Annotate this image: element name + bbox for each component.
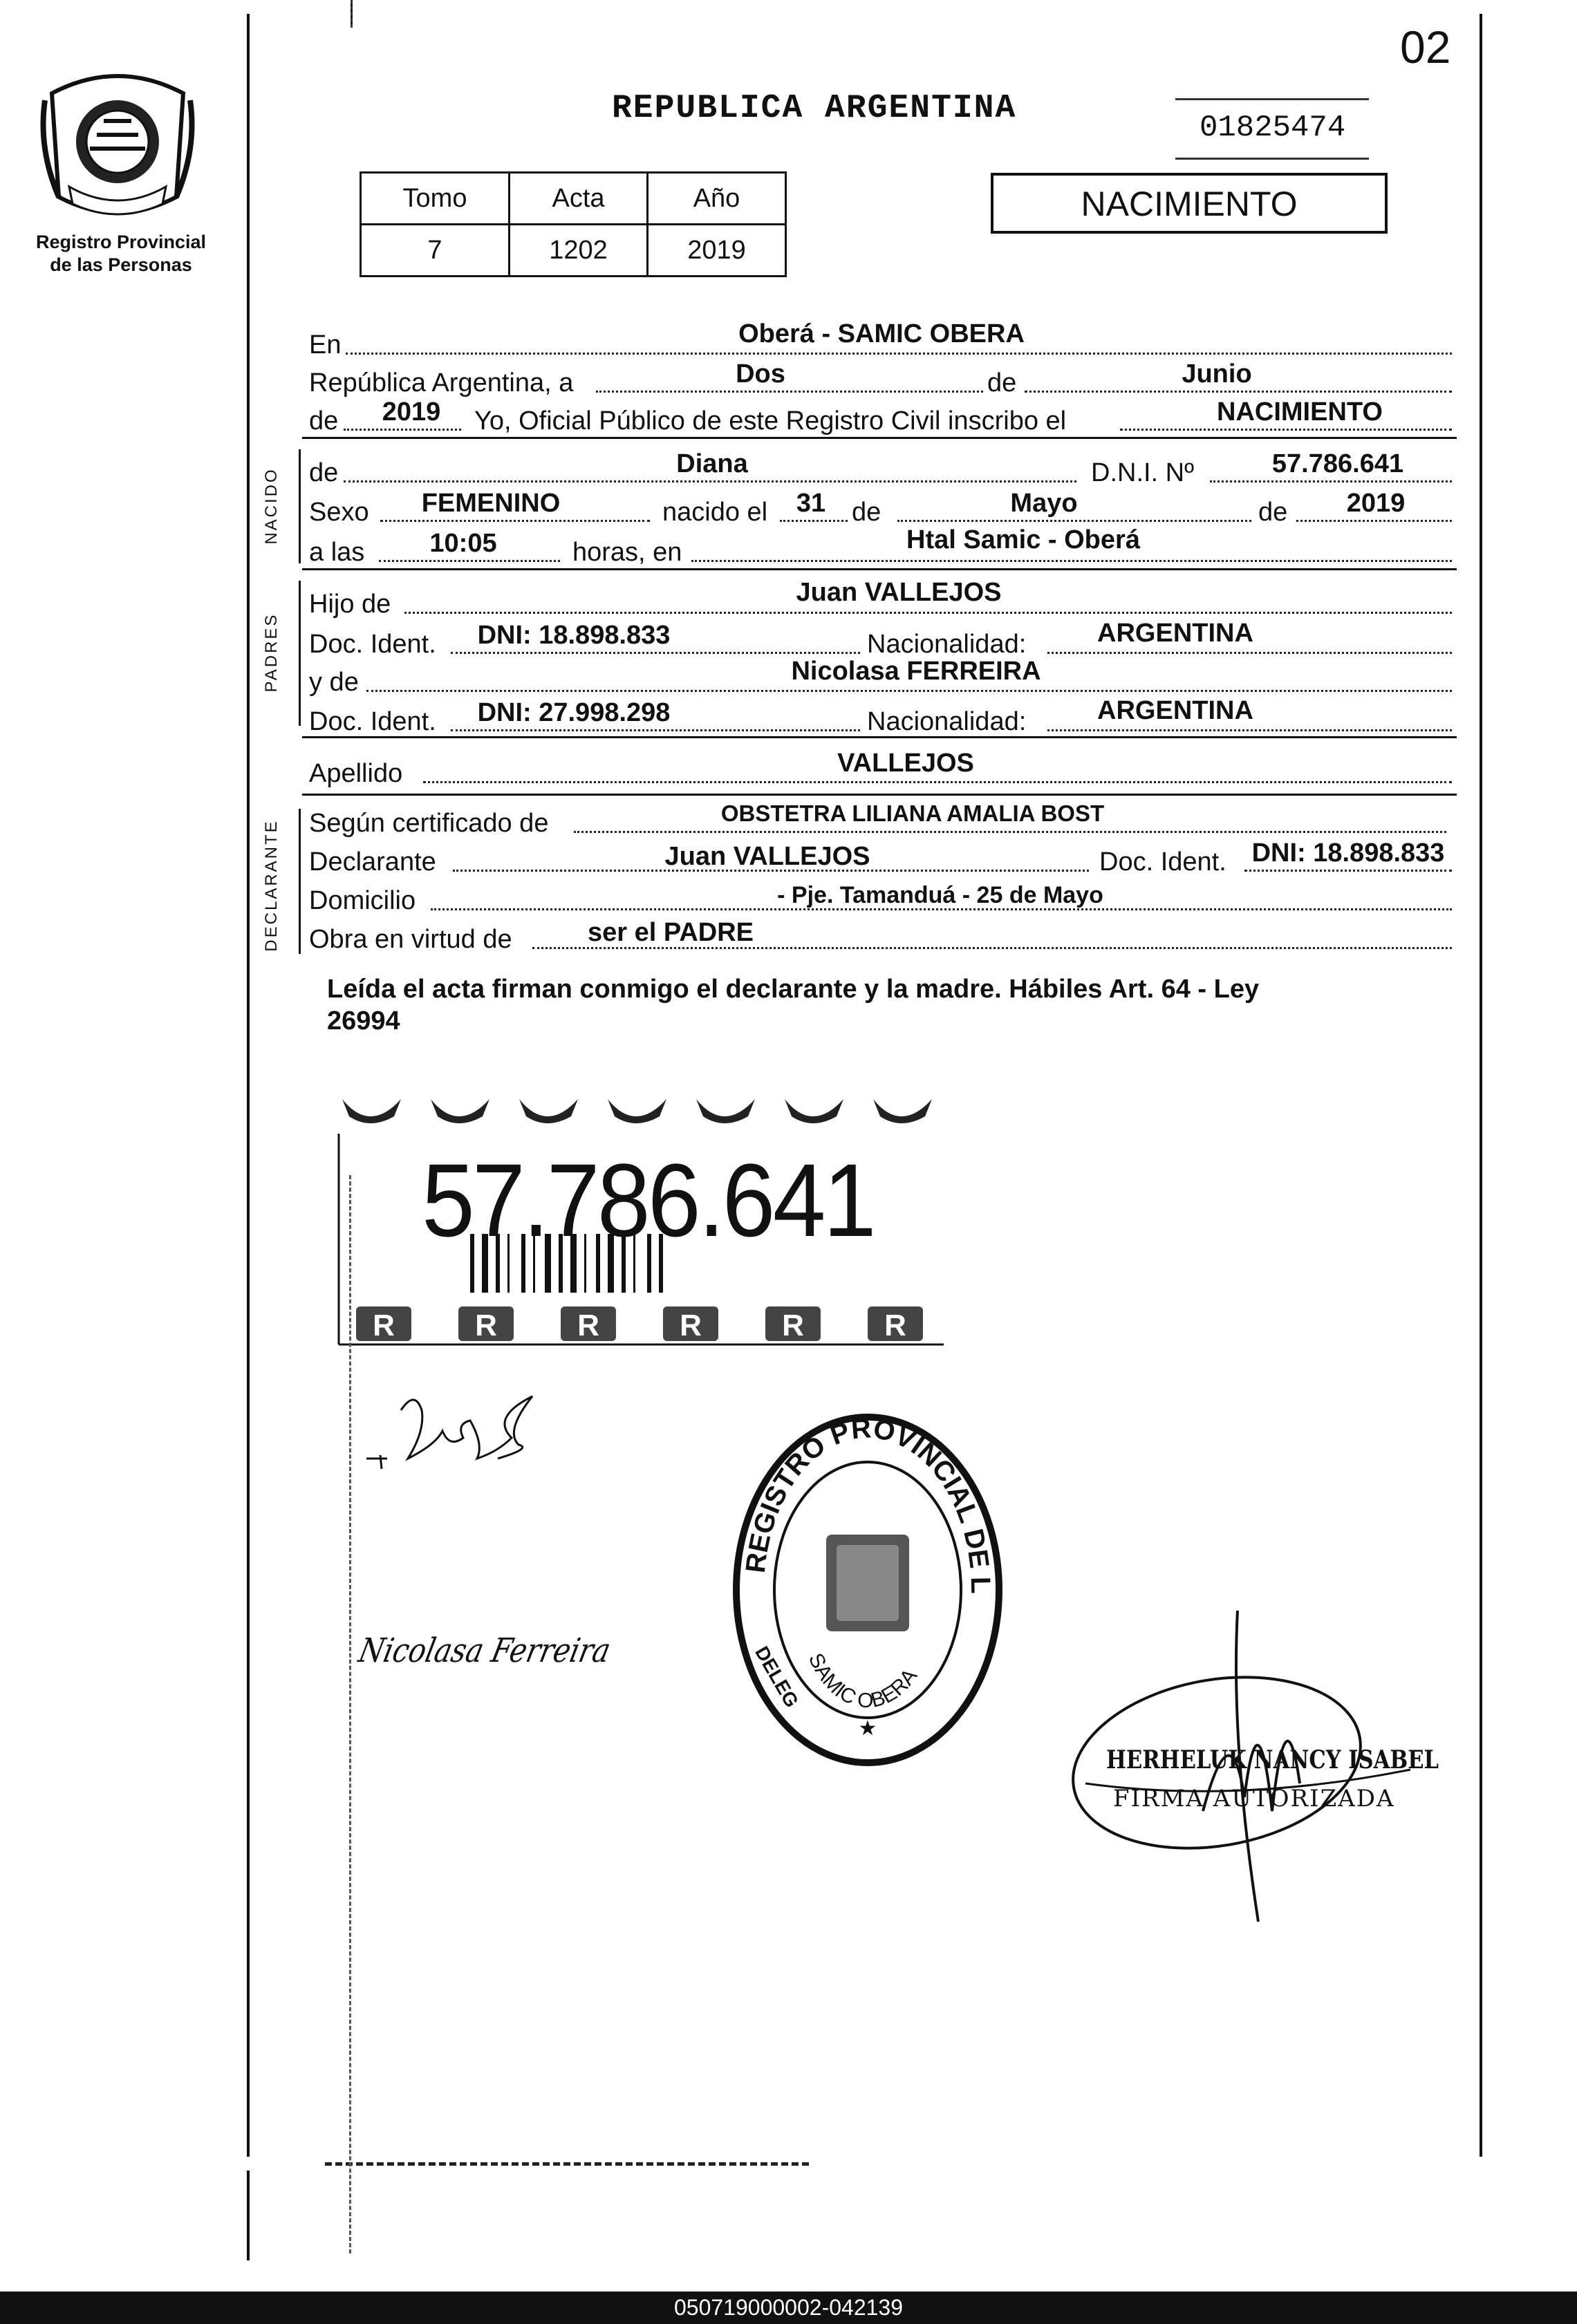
closing-text-line1: Leída el acta firman conmigo el declarante y la madre. Hábiles Art. 64 - Ley: [327, 975, 1260, 1004]
barcode-number: 57.786.641: [422, 1142, 874, 1258]
dotted-line: [1244, 870, 1452, 872]
mother-nationality-label: Nacionalidad:: [867, 707, 1027, 736]
dotted-line: [1120, 429, 1452, 431]
child-dni: 57.786.641: [1271, 449, 1404, 478]
registry-stamp: [722, 1403, 1013, 1770]
de-label: de: [987, 368, 1017, 397]
dotted-line: [451, 729, 860, 731]
nacido-el-label: nacido el: [662, 498, 768, 527]
father-signature: [360, 1383, 553, 1479]
birth-de-label: de: [852, 498, 881, 527]
dotted-line: [780, 520, 848, 522]
mother-doc: DNI: 27.998.298: [477, 698, 671, 727]
tomo-header: Tomo: [361, 173, 510, 225]
label-pattern-letter: R: [577, 1309, 599, 1342]
yo-oficial-label: Yo, Oficial Público de este Registro Civil inscribo el: [474, 406, 1067, 435]
dotted-line: [574, 831, 1446, 833]
registration-day: Dos: [736, 359, 785, 388]
separator: [302, 568, 1457, 570]
separator: [302, 794, 1457, 796]
footer-code: 050719000002-042139: [674, 2295, 903, 2320]
sexo-label: Sexo: [309, 498, 369, 527]
surname: VALLEJOS: [837, 749, 974, 778]
domicilio-label: Domicilio: [309, 886, 416, 915]
declarant-doc: DNI: 18.898.833: [1251, 838, 1445, 868]
declarante-section-label: DECLARANTE: [262, 819, 281, 952]
dotted-line: [1296, 520, 1452, 522]
label-wave-mark: [519, 1099, 578, 1123]
dotted-line: [532, 947, 1452, 949]
declarant-name: Juan VALLEJOS: [664, 842, 870, 871]
registration-year: 2019: [382, 397, 441, 427]
birth-month: Mayo: [1010, 489, 1078, 518]
label-pattern-letter: R: [373, 1309, 395, 1342]
apellido-label: Apellido: [309, 759, 403, 788]
dotted-line: [346, 353, 1452, 355]
registry-place: Oberá - SAMIC OBERA: [738, 319, 1025, 348]
certificado-label: Según certificado de: [309, 809, 549, 838]
declarante-label: Declarante: [309, 847, 436, 877]
dotted-line: [1210, 480, 1452, 482]
mother-signature: Nicolasa Ferreira: [355, 1631, 614, 1670]
nacido-section-label: NACIDO: [262, 467, 281, 545]
padres-section-label: PADRES: [262, 612, 281, 693]
dotted-line: [596, 391, 983, 393]
label-wave-mark: [431, 1099, 489, 1123]
dotted-line: [423, 781, 1452, 783]
registry-name-line2: de las Personas: [50, 254, 192, 275]
label-pattern-letter: R: [475, 1309, 497, 1342]
section-bracket: [299, 581, 301, 726]
label-wave-mark: [342, 1099, 401, 1123]
tomo-value: 7: [361, 225, 510, 277]
mother-nationality: ARGENTINA: [1097, 696, 1253, 725]
right-margin-line: [1480, 14, 1482, 2157]
stamp-bottom-text: DELEG: [751, 1642, 803, 1712]
horas-en-label: horas, en: [572, 538, 682, 567]
label-pattern-letter: R: [680, 1309, 702, 1342]
separator: [302, 437, 1457, 439]
birth-day: 31: [796, 489, 826, 518]
anio-header: Año: [648, 173, 786, 225]
mother-doc-label: Doc. Ident.: [309, 707, 436, 736]
serial-number-text: 01825474: [1200, 111, 1346, 145]
child-de-label: de: [309, 458, 339, 487]
scan-dash-bottom: [247, 2171, 250, 2260]
closing-text-line2: 26994: [327, 1006, 400, 1036]
label-wave-mark: [696, 1099, 755, 1123]
dotted-line: [344, 429, 461, 431]
left-margin-line: [247, 14, 250, 2157]
barcode-label: [335, 1092, 944, 1348]
father-name: Juan VALLEJOS: [796, 578, 1002, 607]
dotted-line: [344, 480, 1076, 482]
y-de-label: y de: [309, 668, 359, 697]
page-number: 02: [1400, 21, 1451, 73]
dotted-line: [379, 560, 560, 562]
dotted-line: [431, 908, 1452, 910]
scan-mark: [325, 2162, 809, 2166]
label-pattern-letter: R: [884, 1309, 906, 1342]
label-pattern-letter: R: [782, 1309, 804, 1342]
address: - Pje. Tamanduá - 25 de Mayo: [777, 882, 1103, 908]
hijo-de-label: Hijo de: [309, 590, 391, 619]
anio-value: 2019: [648, 225, 786, 277]
acta-value: 1202: [510, 225, 648, 277]
section-bracket: [299, 449, 301, 563]
svg-text:★: ★: [858, 1717, 877, 1740]
father-nationality-label: Nacionalidad:: [867, 630, 1027, 659]
a-las-label: a las: [309, 538, 365, 567]
dni-label: D.N.I. Nº: [1091, 458, 1194, 487]
capacity: ser el PADRE: [587, 918, 754, 947]
dotted-line: [1047, 652, 1452, 654]
dotted-line: [1025, 391, 1452, 393]
dotted-line: [1047, 729, 1452, 731]
stamp-inner-text: SAMIC OBERA: [803, 1649, 922, 1713]
dotted-line: [404, 612, 1452, 614]
label-wave-mark: [873, 1099, 932, 1123]
dotted-line: [897, 520, 1251, 522]
registry-name-line1: Registro Provincial: [35, 232, 207, 252]
document-title: REPUBLICA ARGENTINA: [612, 90, 1017, 127]
father-nationality: ARGENTINA: [1097, 619, 1253, 648]
dashed-guide: [351, 0, 353, 28]
de-label-2: de: [309, 406, 339, 435]
father-doc: DNI: 18.898.833: [477, 621, 671, 650]
declarant-doc-label: Doc. Ident.: [1099, 847, 1226, 877]
obra-label: Obra en virtud de: [309, 925, 512, 954]
scan-dash-left: [349, 1175, 351, 2253]
registration-month: Junio: [1182, 359, 1252, 388]
birth-place: Htal Samic - Oberá: [906, 525, 1140, 554]
serial-number: [1175, 90, 1376, 166]
svg-text:SAMIC OBERA: [804, 1650, 922, 1713]
official-name: HERHELUK NANCY ISABEL: [1106, 1745, 1439, 1774]
birth-year: 2019: [1346, 489, 1406, 518]
label-wave-mark: [785, 1099, 843, 1123]
child-sex: FEMENINO: [421, 489, 561, 518]
father-doc-label: Doc. Ident.: [309, 630, 436, 659]
separator: [302, 736, 1457, 738]
birth-time: 10:05: [429, 529, 497, 558]
official-signature-stamp: [1065, 1604, 1439, 1929]
dotted-line: [451, 652, 860, 654]
section-bracket: [299, 809, 301, 954]
act-type-text: NACIMIENTO: [1081, 185, 1298, 223]
mother-name: Nicolasa FERREIRA: [791, 657, 1041, 686]
inscribed-act: NACIMIENTO: [1217, 397, 1383, 427]
certificate-issuer: OBSTETRA LILIANA AMALIA BOST: [720, 800, 1105, 826]
child-name: Diana: [676, 449, 748, 478]
en-label: En: [309, 330, 342, 359]
birth-de-label-2: de: [1258, 498, 1288, 527]
dotted-line: [380, 520, 650, 522]
official-role: FIRMA AUTORIZADA: [1113, 1785, 1395, 1812]
dotted-line: [691, 560, 1452, 562]
label-wave-mark: [608, 1099, 666, 1123]
republica-label: República Argentina, a: [309, 368, 574, 397]
acta-header: Acta: [510, 173, 648, 225]
dotted-line: [366, 690, 1452, 692]
reference-table: [360, 171, 787, 277]
stamp-outer-text: REGISTRO PROVINCIAL DE L: [740, 1413, 996, 1594]
province-logo: [38, 66, 197, 221]
